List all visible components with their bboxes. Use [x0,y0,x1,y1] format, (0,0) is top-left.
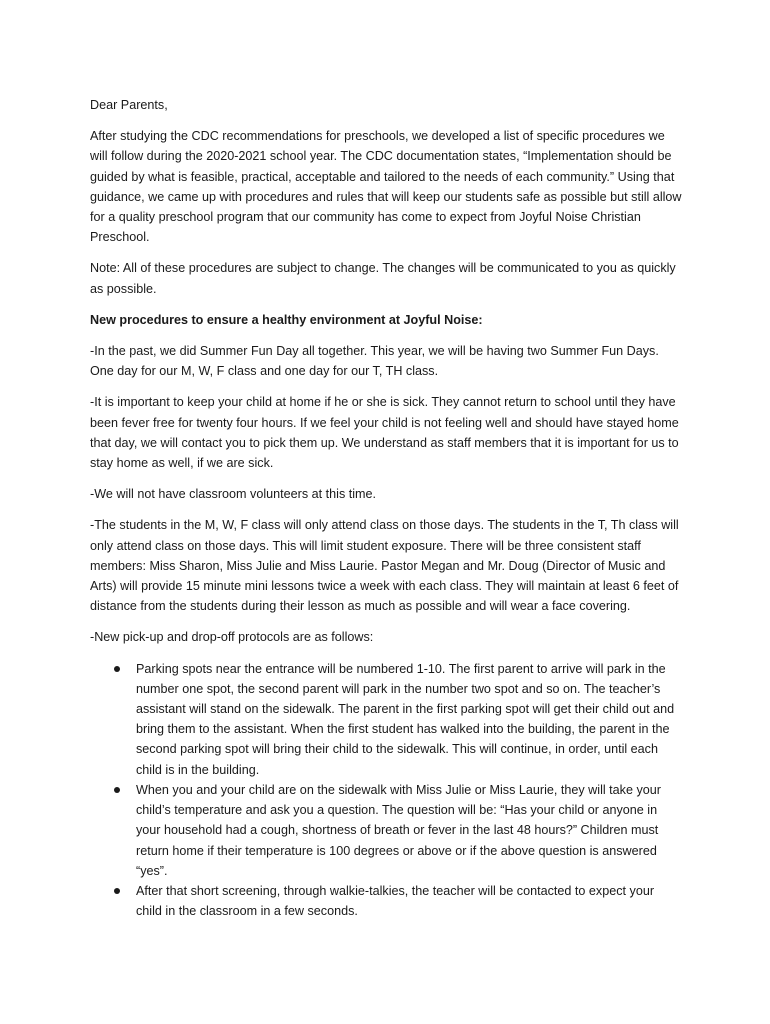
procedure-sick-policy: -It is important to keep your child at home if he or she is sick. They cannot return to school until they have been fever free for twenty four hours. If we feel your child is not feeling well and should have stayed home that day, we will contact you to pick them up. We understand as staff members that it is important for us to stay home as well, if we are sick. [90,395,679,471]
list-item [136,780,682,881]
list-item [136,881,682,921]
salutation: Dear Parents, [90,98,168,112]
list-item-text: When you and your child are on the sidewalk with Miss Julie or Miss Laurie, they will take your child’s temperature and ask you a question. The question will be: “Has your child or anyone in your household had a cough, shortness of breath or fever in the last 48 hours?” Children must return home if their temperature is 100 degrees or above or if the above question is answered “yes”. [136,782,661,878]
intro-paragraph: After studying the CDC recommendations for preschools, we developed a list of specific procedures we will follow during the 2020-2021 school year. The CDC documentation states, “Implementation should be guided by what is feasible, practical, acceptable and tailored to the needs of each community.” Using that guidance, we came up with procedures and rules that will keep our students safe as possible but still allow for a quality preschool program that our community has come to expect from Joyful Noise Christian Preschool. [90,129,682,245]
list-item [136,659,682,780]
bullet-icon [114,888,120,894]
procedures-heading: New procedures to ensure a healthy environment at Joyful Noise: [90,312,483,327]
list-item-text: After that short screening, through walkie-talkies, the teacher will be contacted to expect your child in the classroom in a few seconds. [136,883,655,919]
bullet-icon [114,666,120,672]
procedure-volunteers: -We will not have classroom volunteers at this time. [90,487,377,502]
pickup-protocol-list [90,659,682,922]
bullet-icon [114,787,120,793]
note-paragraph: Note: All of these procedures are subject to change. The changes will be communicated to you as quickly as possible. [90,261,676,296]
list-item-text: Parking spots near the entrance will be numbered 1-10. The first parent to arrive will park in the number one spot, the second parent will park in the number two spot and so on. The teacher’s assistant will stand on the sidewalk. The parent in the first parking spot will get their child out and bring them to the assistant. When the first student has walked into the building, the parent in the second parking spot will bring their child to the sidewalk. This will continue, in order, until each child is in the building. [136,661,675,777]
procedure-class-attendance: -The students in the M, W, F class will only attend class on those days. The students in the T, Th class will only attend class on those days. This will limit student exposure. There will be three consistent staff members: Miss Sharon, Miss Julie and Miss Laurie. Pastor Megan and Mr. Doug (Director of Music and Arts) will provide 15 minute mini lessons twice a week with each class. They will maintain at least 6 feet of distance from the students during their lesson as much as possible and will wear a face covering. [90,518,679,614]
procedure-summer-fun-day: -In the past, we did Summer Fun Day all together. This year, we will be having two Summer Fun Days. One day for our M, W, F class and one day for our T, TH class. [90,344,659,379]
procedure-pickup-dropoff: -New pick-up and drop-off protocols are as follows: [90,630,374,645]
